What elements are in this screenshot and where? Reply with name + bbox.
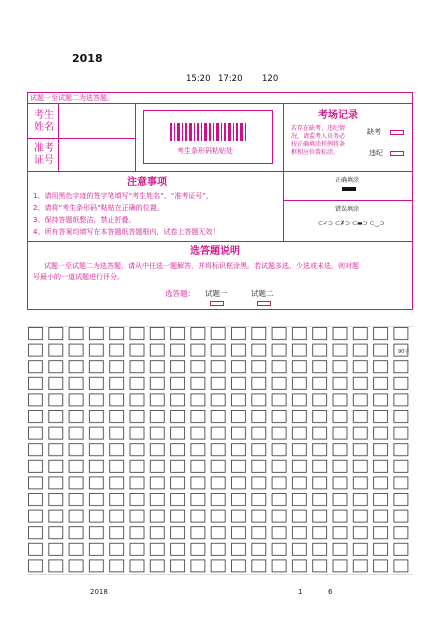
- footer-total: 6: [328, 588, 333, 596]
- id-label: 准考 证号: [34, 143, 54, 166]
- absent-checkbox[interactable]: [390, 130, 404, 135]
- violation-checkbox[interactable]: [390, 151, 404, 156]
- divider: [27, 171, 413, 172]
- notes-item: 3、保持答题纸整洁，禁止折叠。: [33, 216, 136, 224]
- choice-label: 选答题：: [165, 289, 195, 298]
- divider: [135, 104, 136, 171]
- wrong-fill-samples: ⊂✓⊃ ⊂✗⊃ ⊂▬⊃ ⊂‿⊃: [318, 220, 385, 227]
- name-label: 考生 姓名: [34, 110, 54, 133]
- violation-label: 违纪: [369, 149, 383, 157]
- correct-fill-sample: [342, 187, 356, 191]
- writing-grid-cells: [27, 326, 413, 575]
- divider: [58, 104, 59, 171]
- exam-year: 2018: [72, 52, 103, 65]
- choice-option2: 试题二: [251, 289, 274, 298]
- footer-year: 2018: [90, 588, 108, 596]
- choice-option1: 试题一: [205, 289, 228, 298]
- score-total: 120: [262, 74, 279, 84]
- time-end: 17:20: [218, 74, 243, 84]
- divider: [283, 104, 284, 241]
- grid-count-label: 90字: [398, 349, 410, 355]
- wrong-fill-label: 错误填涂: [335, 206, 360, 213]
- notes-item: 4、所有答案均填写在本答题纸答题框内，试卷上答题无效！: [33, 228, 220, 236]
- time-start: 15:20: [186, 74, 211, 84]
- barcode-caption: 考生条形码粘贴处: [177, 147, 233, 155]
- divider: [27, 103, 413, 104]
- choice-text-line1: 试题一至试题二为选答题，请从中任选一题解答，并将标识框涂黑。若试题多选、少选或未选，则对题: [44, 262, 359, 270]
- divider: [27, 241, 413, 242]
- record-title: 考场记录: [318, 110, 358, 121]
- divider: [283, 200, 413, 201]
- choice-option2-box[interactable]: [257, 301, 271, 306]
- absent-label: 缺考: [367, 128, 381, 136]
- choice-text-line2: 号最小的一道试题进行评分。: [33, 273, 124, 281]
- choice-title: 选答题说明: [190, 246, 240, 257]
- correct-fill-label: 正确填涂: [335, 177, 360, 184]
- notes-title: 注意事项: [127, 177, 167, 188]
- notes-item: 1、请用黑色字迹的签字笔填写“考生姓名”、“准考证号”，: [33, 192, 213, 200]
- divider: [27, 138, 135, 139]
- record-instructions: 若存在缺考、违纪情 况，请监考人员务必 按正确填涂样例将条 框相应位置标涂。: [291, 125, 346, 156]
- footer-page: 1: [298, 588, 303, 596]
- choice-option1-box[interactable]: [210, 301, 224, 306]
- range-note: 试题一至试题二为选答题。: [30, 94, 114, 102]
- notes-item: 2、请将“考生条形码”粘贴在正确的位置。: [33, 204, 164, 212]
- writing-grid[interactable]: [27, 326, 413, 575]
